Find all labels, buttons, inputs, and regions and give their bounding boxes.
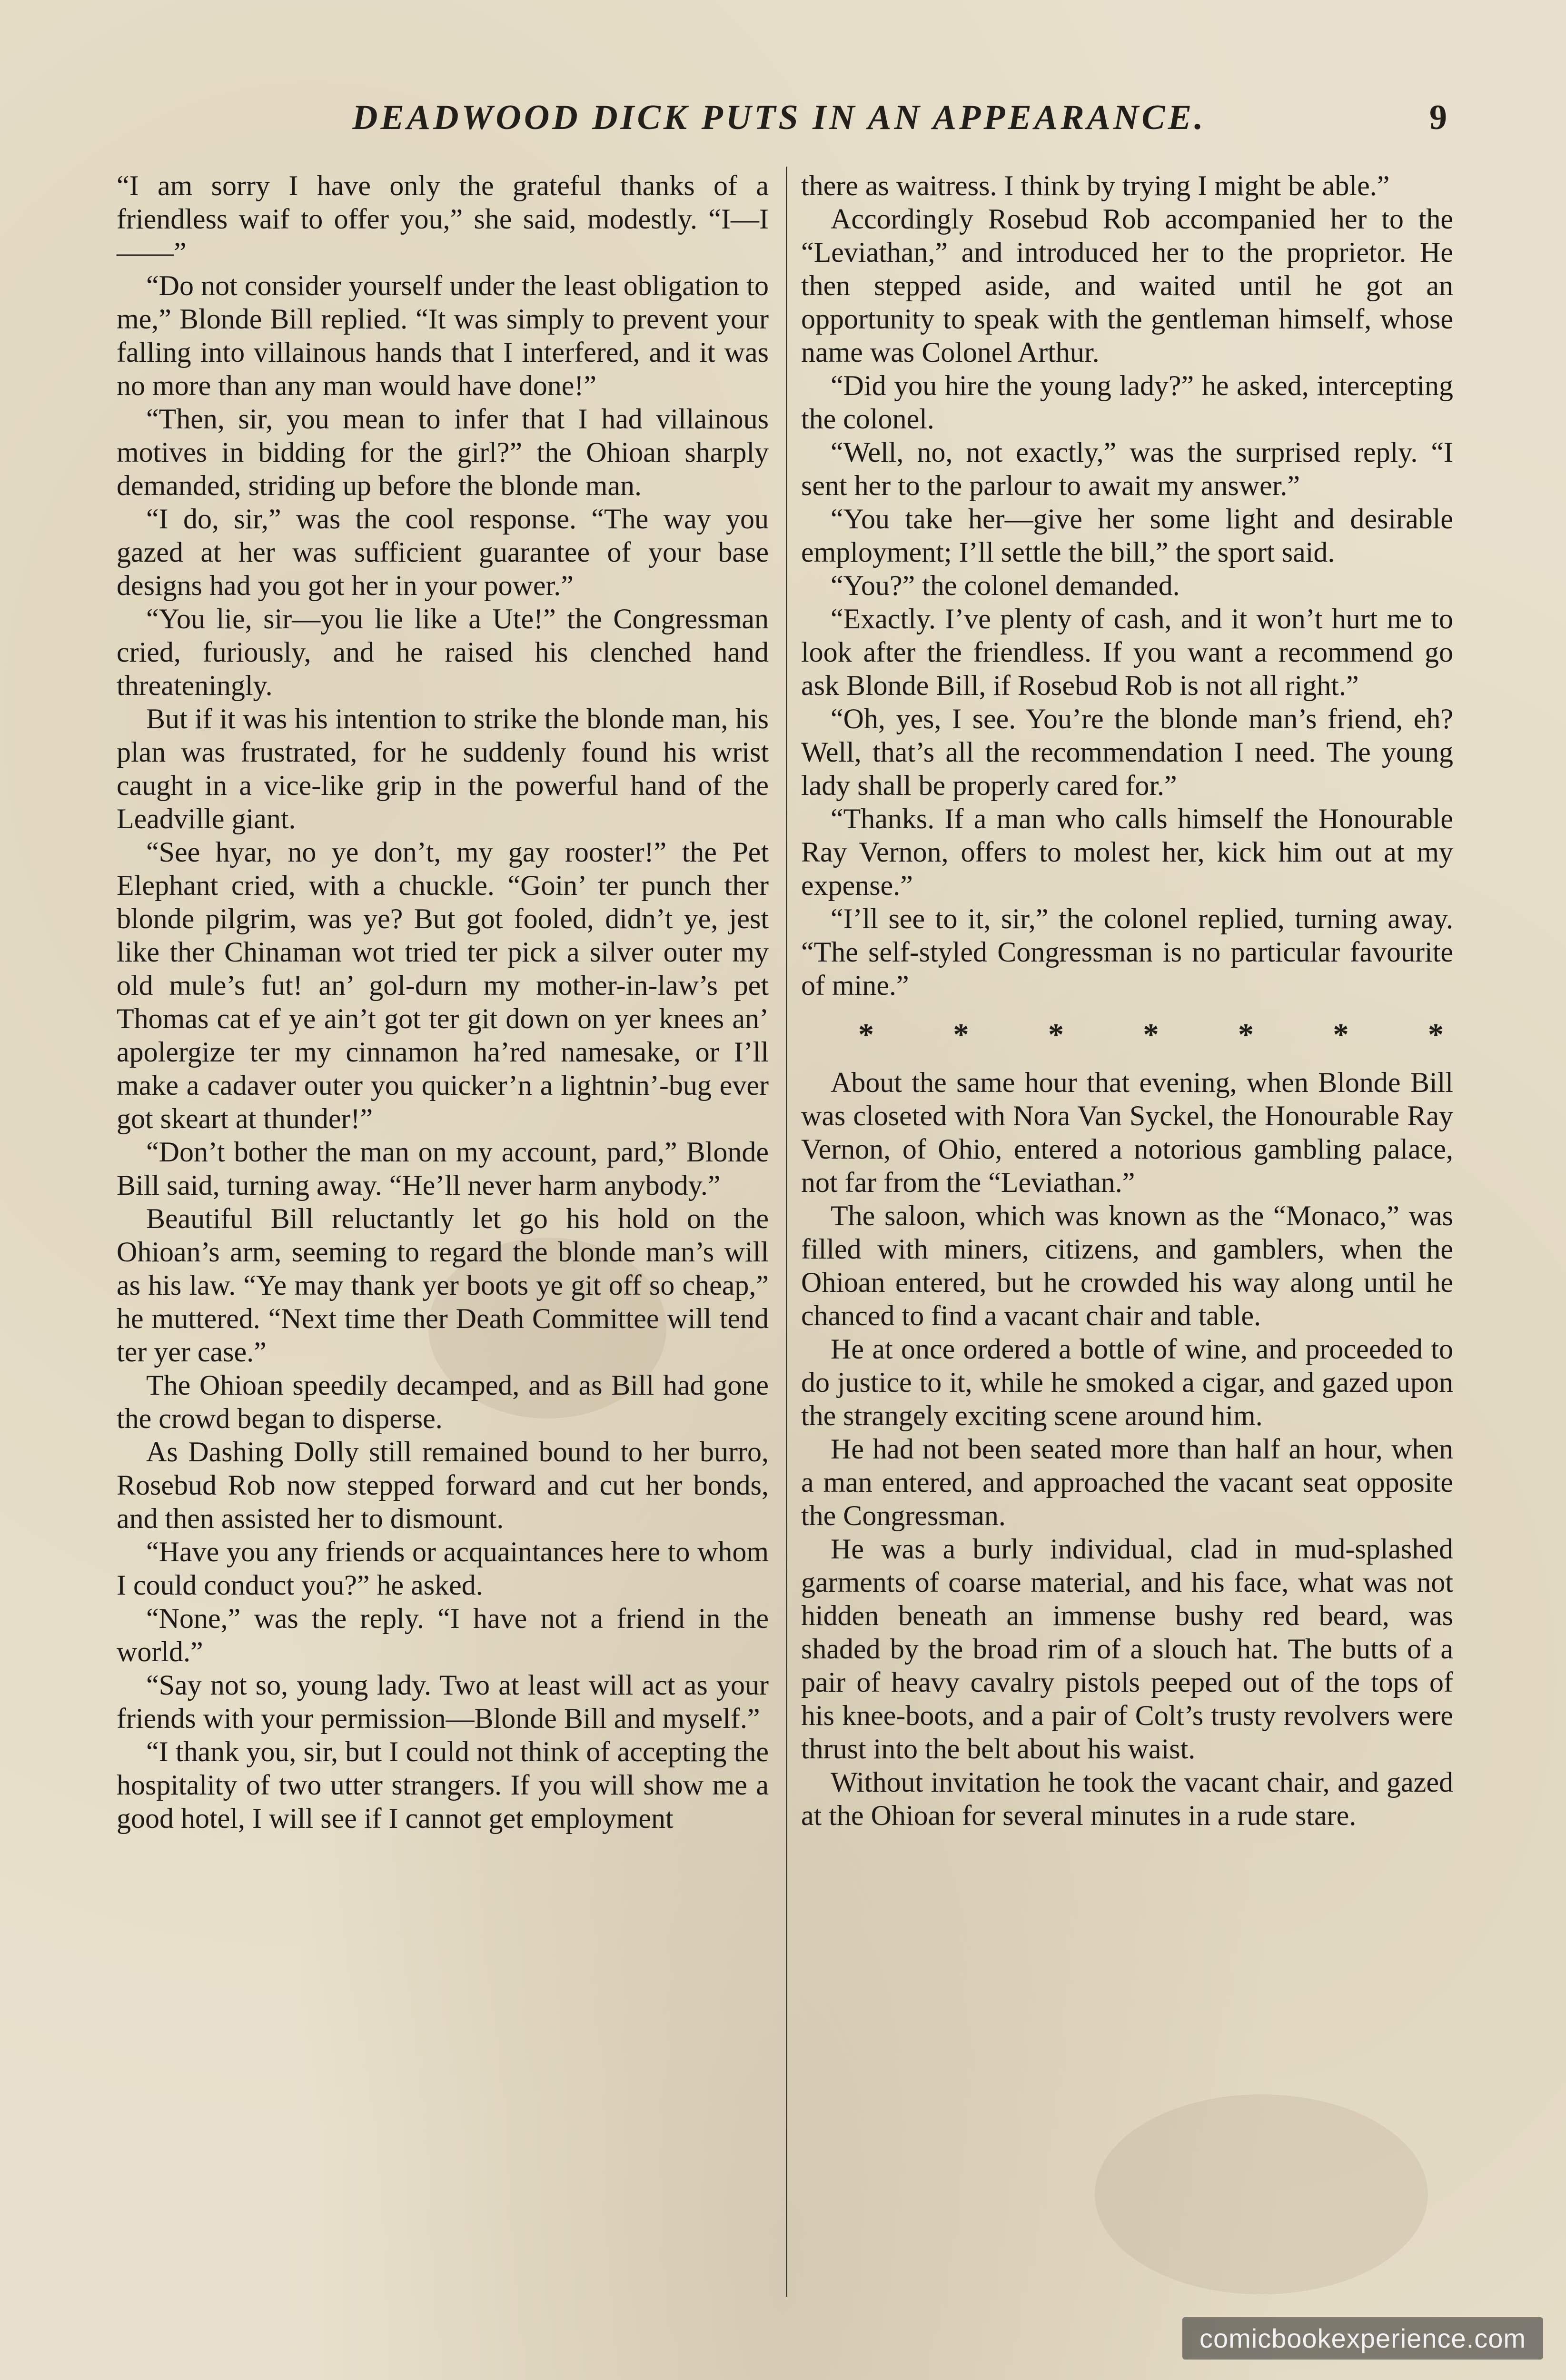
paragraph: “Say not so, young lady. Two at least will act as your friends with your permission—Blonde Bill and myself.” [117, 1669, 769, 1734]
section-star: * [1143, 1017, 1159, 1052]
paragraph: “Don’t bother the man on my account, pard,” Blonde Bill said, turning away. “He’ll never harm anybody.” [117, 1136, 769, 1201]
paragraph: “You?” the colonel demanded. [831, 570, 1180, 601]
paragraph: there as waitress. I think by trying I might be able.” [801, 170, 1390, 201]
paragraph: “Then, sir, you mean to infer that I had villainous motives in bidding for the girl?” the Ohioan sharply demanded, striding up before the blonde man. [117, 403, 769, 501]
left-column [117, 169, 769, 1835]
paragraph: Accordingly Rosebud Rob accompanied her to the “Leviathan,” and introduced her to the proprietor. He then stepped aside, and waited until he got an opportunity to speak with the gentleman himself, whose name was Colonel Arthur. [801, 203, 1453, 368]
paragraph: He was a burly individual, clad in mud-splashed garments of coarse material, and his face, what was not hidden beneath an immense bushy red beard, was shaded by the broad rim of a slouch hat. The butts of a pair of heavy cavalry pistols peeped out of the tops of his knee-boots, and a pair of Colt’s trusty revolvers were thrust into the belt about his waist. [801, 1533, 1453, 1765]
paragraph: “Well, no, not exactly,” was the surprised reply. “I sent her to the parlour to await my answer.” [801, 436, 1453, 501]
paragraph: “Have you any friends or acquaintances here to whom I could conduct you?” he asked. [117, 1536, 769, 1601]
column-rule [786, 167, 787, 2297]
paragraph: Without invitation he took the vacant chair, and gazed at the Ohioan for several minutes in a rude stare. [801, 1766, 1453, 1831]
right-column [801, 169, 1453, 1832]
paragraph: “Do not consider yourself under the least obligation to me,” Blonde Bill replied. “It was simply to prevent your falling into villainous hands that I interfered, and it was no more than any man would have done!” [117, 270, 769, 401]
paragraph: “You take her—give her some light and desirable employment; I’ll settle the bill,” the sport said. [801, 503, 1453, 568]
section-star: * [858, 1017, 874, 1052]
paragraph: “None,” was the reply. “I have not a friend in the world.” [117, 1603, 769, 1667]
paragraph: About the same hour that evening, when Blonde Bill was closeted with Nora Van Syckel, the Honourable Ray Vernon, of Ohio, entered a notorious gambling palace, not far from the “Leviathan.” [801, 1067, 1453, 1198]
section-star: * [953, 1017, 969, 1052]
paragraph: As Dashing Dolly still remained bound to her burro, Rosebud Rob now stepped forward and cut her bonds, and then assisted her to dismount. [117, 1436, 769, 1534]
paragraph: “Thanks. If a man who calls himself the Honourable Ray Vernon, offers to molest her, kick him out at my expense.” [801, 803, 1453, 901]
section-star: * [1048, 1017, 1064, 1052]
paragraph: “Did you hire the young lady?” he asked, intercepting the colonel. [801, 370, 1453, 435]
paragraph: Beautiful Bill reluctantly let go his hold on the Ohioan’s arm, seeming to regard the blonde man’s will as his law. “Ye may thank yer boots ye git off so cheap,” he muttered. “Next time ther Death Committee will tend ter yer case.” [117, 1203, 769, 1368]
paragraph: “Oh, yes, I see. You’re the blonde man’s friend, eh? Well, that’s all the recommendation I need. The young lady shall be properly cared for.” [801, 703, 1453, 801]
paragraph: “See hyar, no ye don’t, my gay rooster!” the Pet Elephant cried, with a chuckle. “Goin’ ter punch ther blonde pilgrim, was ye? But got fooled, didn’t ye, jest like ther Chinaman wot tried ter pick a silver outer my old mule’s fut! an’ gol-durn my mother-in-law’s pet Thomas cat ef ye ain’t got ter git down on yer knees an’ apolergize ter my cinnamon ha’red namesake, or I’ll make a cadaver outer you quicker’n a lightnin’-bug ever got skeart at thunder!” [117, 836, 769, 1134]
paragraph: He had not been seated more than half an hour, when a man entered, and approached the vacant seat opposite the Congressman. [801, 1433, 1453, 1531]
paragraph: “You lie, sir—you lie like a Ute!” the Congressman cried, furiously, and he raised his clenched hand threateningly. [117, 603, 769, 701]
paragraph: “Exactly. I’ve plenty of cash, and it won’t hurt me to look after the friendless. If you want a recommend go ask Blonde Bill, if Rosebud Rob is not all right.” [801, 603, 1453, 701]
paragraph: “I do, sir,” was the cool response. “The way you gazed at her was sufficient guarantee of your base designs had you got her in your power.” [117, 503, 769, 601]
section-star: * [1238, 1017, 1254, 1052]
running-head-title: DEADWOOD DICK PUTS IN AN APPEARANCE. [352, 98, 1206, 137]
paragraph: But if it was his intention to strike the blonde man, his plan was frustrated, for he suddenly found his wrist caught in a vice-like grip in the powerful hand of the Leadville giant. [117, 703, 769, 834]
paragraph: The saloon, which was known as the “Monaco,” was filled with miners, citizens, and gamblers, when the Ohioan entered, but he crowded his way along until he chanced to find a vacant chair and table. [801, 1200, 1453, 1331]
paragraph: “I thank you, sir, but I could not think of accepting the hospitality of two utter strangers. If you will show me a good hotel, I will see if I cannot get employment [117, 1736, 769, 1834]
page-number: 9 [1429, 98, 1447, 137]
section-break [801, 1018, 1453, 1051]
paragraph: “I am sorry I have only the grateful thanks of a friendless waif to offer you,” she said, modestly. “I—I——” [117, 170, 769, 268]
section-star: * [1333, 1017, 1349, 1052]
paragraph: He at once ordered a bottle of wine, and proceeded to do justice to it, while he smoked a cigar, and gazed upon the strangely exciting scene around him. [801, 1333, 1453, 1431]
running-header [352, 98, 1447, 150]
watermark: comicbookexperience.com [1182, 2317, 1543, 2360]
paragraph: “I’ll see to it, sir,” the colonel replied, turning away. “The self-styled Congressman is no particular favourite of mine.” [801, 903, 1453, 1001]
paper-stain [1095, 2094, 1428, 2294]
paragraph: The Ohioan speedily decamped, and as Bill had gone the crowd began to disperse. [117, 1369, 769, 1434]
section-star: * [1428, 1017, 1444, 1052]
